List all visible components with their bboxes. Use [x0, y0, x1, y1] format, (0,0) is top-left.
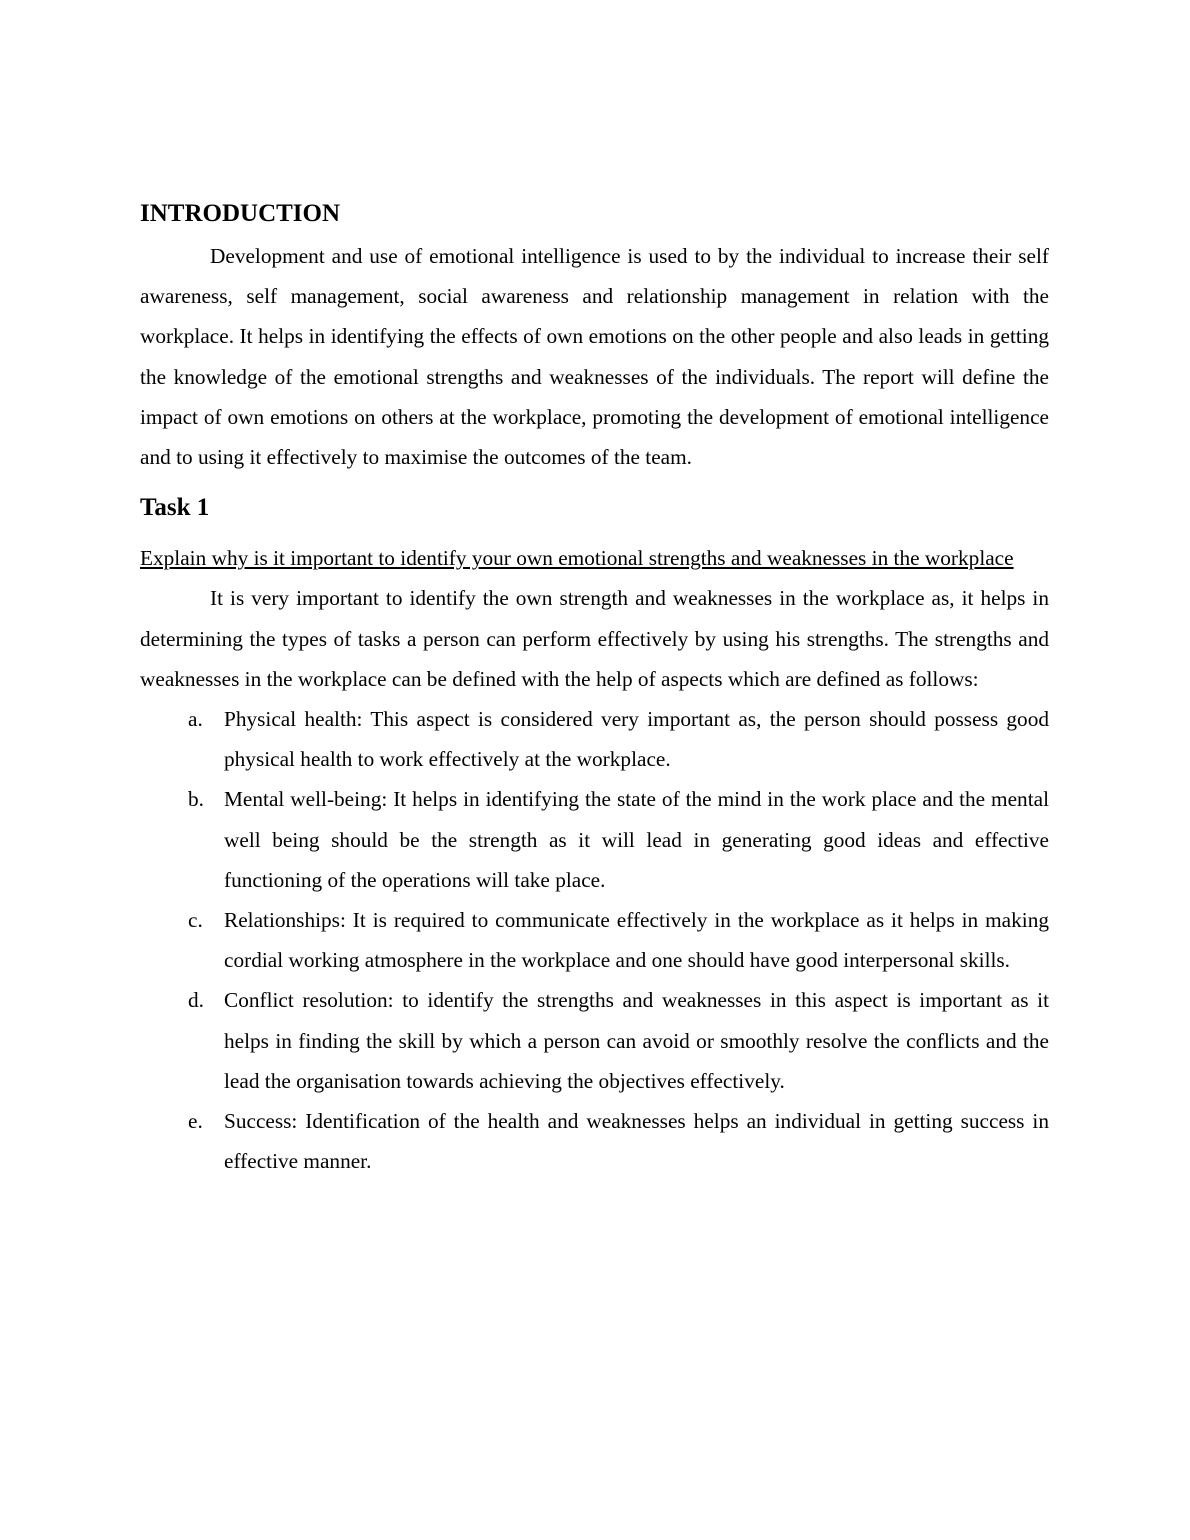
aspects-list [140, 699, 1049, 1181]
list-item-success [140, 1101, 1049, 1181]
list-item-physical-health [140, 699, 1049, 779]
list-marker: e. [188, 1109, 203, 1134]
list-item-text: Relationships: It is required to communicate effectively in the workplace as it helps in making cordial working atmosphere in the workplace and one should have good interpersonal skills. [224, 908, 1049, 973]
list-item-text: Success: Identification of the health and weaknesses helps an individual in getting success in effective manner. [224, 1109, 1049, 1174]
list-marker: b. [188, 787, 204, 812]
list-item-text: Conflict resolution: to identify the strengths and weaknesses in this aspect is important as it helps in finding the skill by which a person can avoid or smoothly resolve the conflicts and the lead the organisation towards achieving the objectives effectively. [224, 988, 1049, 1093]
list-item-conflict-resolution [140, 980, 1049, 1101]
list-marker: a. [188, 707, 203, 732]
list-item-text: Mental well-being: It helps in identifying the state of the mind in the work place and the mental well being should be the strength as it will lead in generating good ideas and effective functioning of the operations will take place. [224, 787, 1049, 892]
task-1-question: Explain why is it important to identify your own emotional strengths and weaknesses in the workplace [140, 546, 1014, 571]
introduction-heading: INTRODUCTION [140, 200, 341, 227]
list-item-mental-well-being [140, 779, 1049, 900]
list-item-text: Physical health: This aspect is considered very important as, the person should possess good physical health to work effectively at the workplace. [224, 707, 1049, 772]
task-1-heading: Task 1 [140, 494, 210, 522]
task-1-paragraph: It is very important to identify the own strength and weaknesses in the workplace as, it helps in determining the types of tasks a person can perform effectively by using his strengths. The strengths and weaknesses in the workplace can be defined with the help of aspects which are defined as follows: [140, 586, 1049, 691]
list-marker: c. [188, 908, 203, 933]
introduction-paragraph: Development and use of emotional intelligence is used to by the individual to increase their self awareness, self management, social awareness and relationship management in relation with the workplace. It helps in identifying the effects of own emotions on the other people and also leads in getting the knowledge of the emotional strengths and weaknesses of the individuals. The report will define the impact of own emotions on others at the workplace, promoting the development of emotional intelligence and to using it effectively to maximise the outcomes of the team. [140, 244, 1049, 470]
document-page [140, 196, 1049, 1181]
list-marker: d. [188, 988, 204, 1013]
list-item-relationships [140, 900, 1049, 980]
